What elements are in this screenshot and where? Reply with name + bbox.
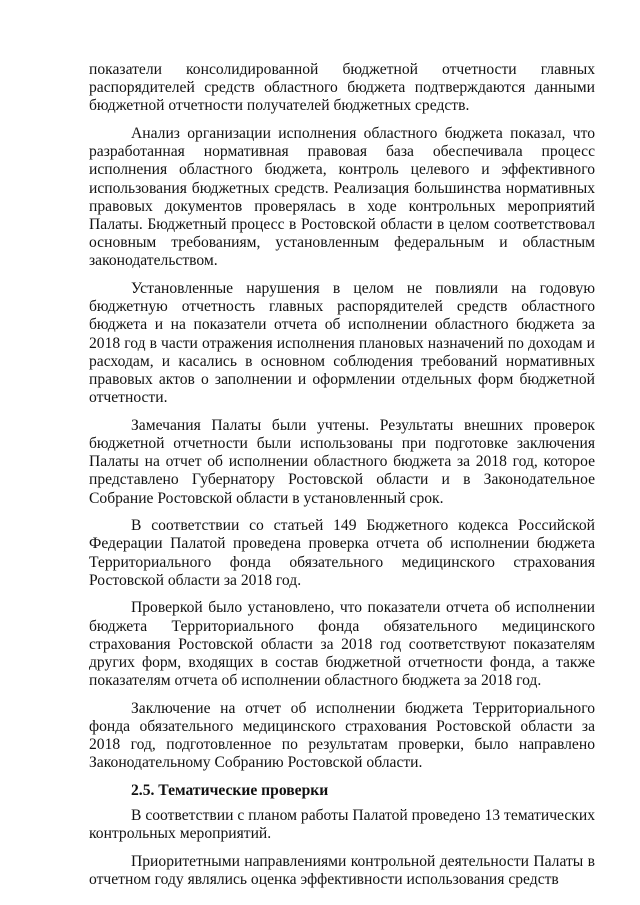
paragraph-remarks: Замечания Палаты были учтены. Результаты внешних проверок бюджетной отчетности были использованы при подготовке заключения Палаты на отчет об исполнении областного бюджета за 2018 год, которое представлено Губернатору Ростовской области и в Законодательное Собрание Ростовской области в установленный срок. bbox=[89, 416, 595, 507]
paragraph-priorities: Приоритетными направлениями контрольной деятельности Палаты в отчетном году являлись оценка эффективности использования средств bbox=[89, 853, 595, 889]
section-heading: 2.5. Тематические проверки bbox=[131, 782, 329, 800]
paragraph-continuation: показатели консолидированной бюджетной отчетности главных распорядителей средств областного бюджета подтверждаются данными бюджетной отчетности получателей бюджетных средств. bbox=[89, 61, 595, 115]
paragraph-conclusion: Заключение на отчет об исполнении бюджета Территориального фонда обязательного медицинского страхования Ростовской области за 2018 год, подготовленное по результатам проверки, было направлено Законодательному Собранию Ростовской области. bbox=[89, 699, 595, 772]
paragraph-budget-analysis: Анализ организации исполнения областного бюджета показал, что разработанная нормативная правовая база обеспечивала процесс исполнения областного бюджета, контроль целевого и эффективного использования бюджетных средств. Реализация большинства нормативных правовых документов проверялась в ходе контрольных мероприятий Палаты. Бюджетный процесс в Ростовской области в целом соответствовал основным требованиям, установленным федеральным и областным законодательством. bbox=[89, 125, 595, 270]
paragraph-thematic-count: В соответствии с планом работы Палатой проведено 13 тематических контрольных мероприятий. bbox=[89, 807, 595, 843]
paragraph-audit-result: Проверкой было установлено, что показатели отчета об исполнении бюджета Территориального фонда обязательного медицинского страхования Ростовской области за 2018 год соответствуют показателям других форм, входящих в состав бюджетной отчетности фонда, а также показателям отчета об исполнении областного бюджета за 2018 год. bbox=[89, 599, 595, 690]
paragraph-article-149: В соответствии со статьей 149 Бюджетного кодекса Российской Федерации Палатой проведена проверка отчета об исполнении бюджета Территориального фонда обязательного медицинского страхования Ростовской области за 2018 год. bbox=[89, 517, 595, 589]
document-page bbox=[89, 61, 595, 899]
paragraph-violations: Установленные нарушения в целом не повлияли на годовую бюджетную отчетность главных распорядителей средств областного бюджета и на показатели отчета об исполнении областного бюджета за 2018 год в части отражения исполнения плановых назначений по доходам и расходам, и касались в основном соблюдения требований нормативных правовых актов о заполнении и оформлении отдельных форм бюджетной отчетности. bbox=[89, 280, 595, 407]
